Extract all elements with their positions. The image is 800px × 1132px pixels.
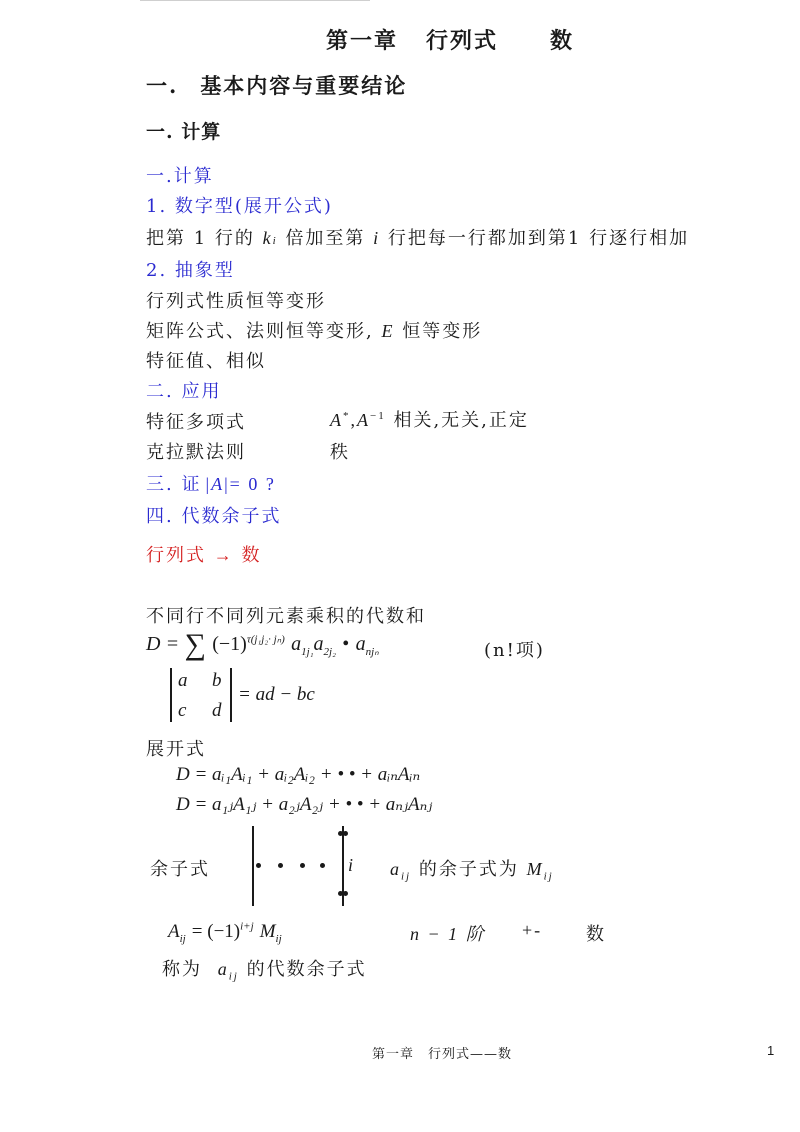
minor-left-bar [252,826,254,906]
outline-abstract-type: 2. 抽象型 [146,260,235,281]
minor-dot [278,863,283,868]
section-heading-main: 一. 基本内容与重要结论 [146,73,408,98]
cofactor-formula: $A_{ij} = (-1)^{i+j}$ $M_{ij}$ [168,920,282,945]
sum-note: (n!项) [484,640,545,661]
numeric-description: 把第 1 行的 ki 倍加至第 i 行把每一行都加到第1 行逐行相加 [146,228,690,249]
minor-definition: $a_{ij}$ 的余子式为 $M_{ij}$ [390,859,554,883]
apply-item-1-label: 特征多项式 [146,412,246,433]
sum-formula: D = ∑ $(-1)^{\tau(j_1j_2\cdot j_n)}$ $a_{1j_1}a_{2j_2}$ • $a_{nj_n}$ [146,628,379,661]
abstract-item-1: 行列式性质恒等变形 [146,291,326,312]
expansion-col-formula: D = a₁ⱼA₁ⱼ + a₂ⱼA₂ⱼ + • • + aₙⱼAₙⱼ [176,794,433,815]
abstract-item-3: 特征值、相似 [146,351,266,372]
det-entry-a: a [178,670,188,691]
definition-text: 不同行不同列元素乘积的代数和 [146,606,426,627]
det-left-bar [170,668,172,722]
det-entry-b: b [212,670,222,691]
abstract-item-2: 矩阵公式、法则恒等变形, E 恒等变形 [146,321,483,342]
minor-label: 余子式 [150,859,210,880]
top-rule [140,0,370,1]
cofactor-order: n − 1 阶 [410,924,486,944]
minor-dot [300,863,305,868]
chapter-title: 第一章 行列式 数 [326,28,575,54]
expansion-row-formula: D = aᵢ₁Aᵢ₁ + aᵢ₂Aᵢ₂ + • • + aᵢₙAᵢₙ [176,764,421,785]
minor-row-index: i [348,855,354,875]
determinant-to-number: 行列式 → 数 [146,545,262,566]
cofactor-called: 称为 $a_{ij}$ 的代数余子式 [162,959,367,983]
footer-text: 第一章 行列式——数 [372,1047,513,1062]
det-right-bar [230,668,232,722]
minor-dot [256,863,261,868]
apply-item-1-detail: $A^*,A^{-1}$ 相关,无关,正定 [330,410,529,431]
minor-dot [343,831,348,836]
det-entry-c: c [178,700,187,721]
apply-item-2-detail: 秩 [330,442,350,463]
outline-prove: 三. 证 |A|= 0 ? [146,474,276,495]
expansion-label: 展开式 [146,739,206,760]
minor-dot [343,891,348,896]
page-number: 1 [767,1043,775,1058]
apply-item-2-label: 克拉默法则 [146,442,246,463]
outline-apply: 二. 应用 [146,381,222,402]
section-heading-compute: 一. 计算 [146,121,222,143]
cofactor-number: 数 [586,924,606,945]
outline-numeric-type: 1. 数字型(展开公式) [146,196,333,217]
minor-dot [320,863,325,868]
det-result: = ad − bc [238,684,315,705]
cofactor-sign: +- [522,920,543,940]
outline-cofactor: 四. 代数余子式 [146,506,282,527]
outline-compute: 一.计算 [146,166,214,187]
det-entry-d: d [212,700,222,721]
